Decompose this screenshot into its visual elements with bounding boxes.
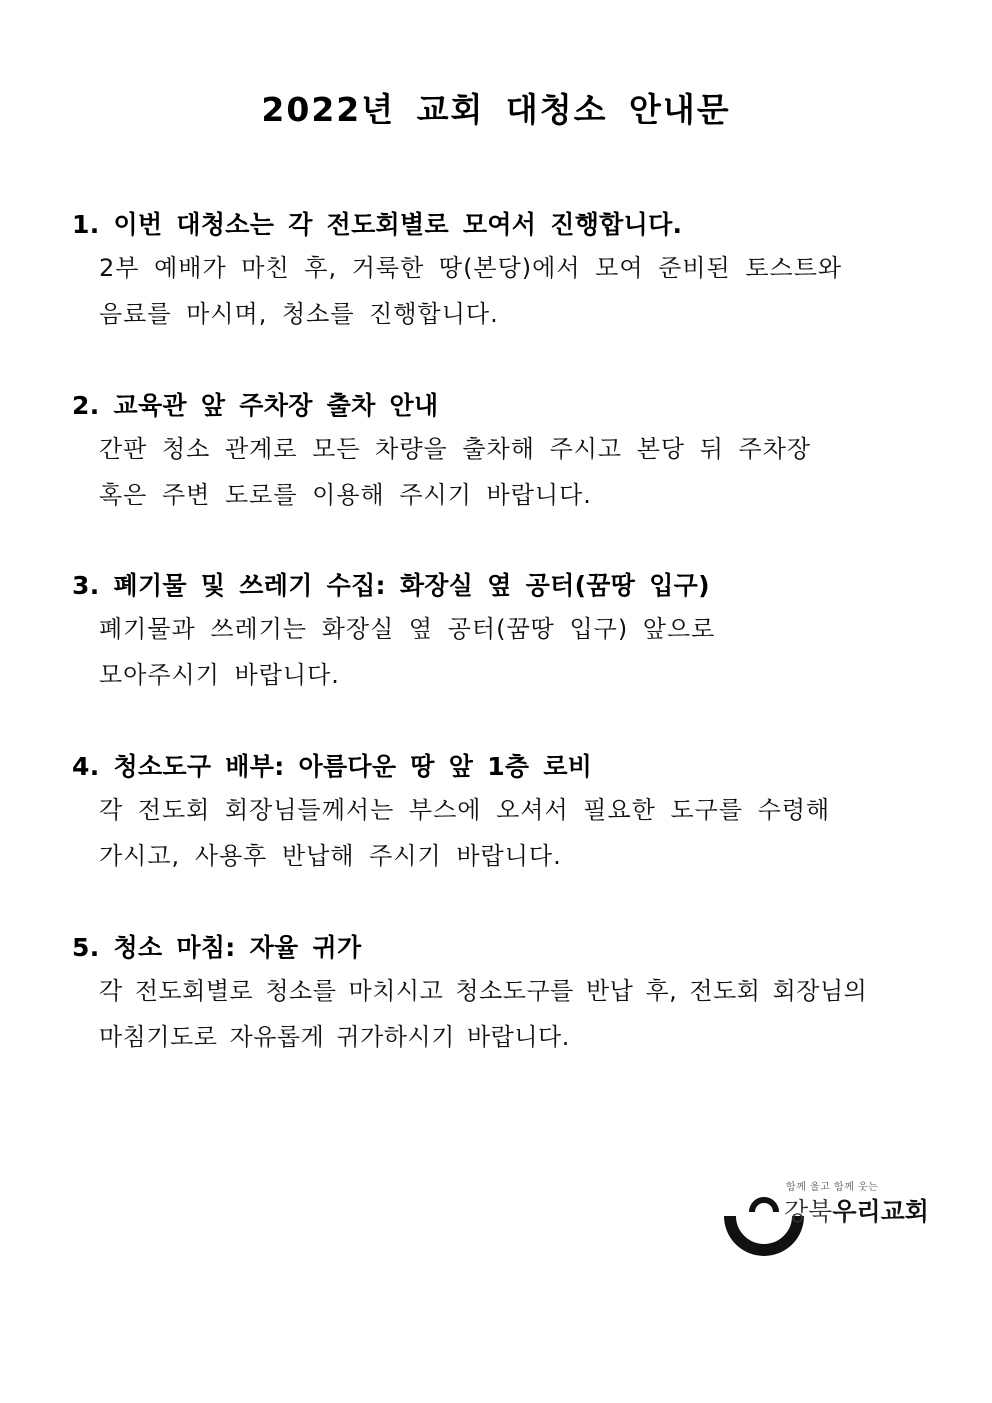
section-body-line: 혹은 주변 도로를 이용해 주시기 바랍니다.: [99, 481, 592, 509]
section-body-line: 간판 청소 관계로 모든 차량을 출차해 주시고 본당 뒤 주차장: [99, 435, 812, 463]
church-logo-name-suffix: 우리교회: [832, 1197, 929, 1226]
section-body: [99, 968, 942, 1060]
section-heading: 1. 이번 대청소는 각 전도회별로 모여서 진행합니다.: [72, 210, 683, 239]
section-4: [72, 747, 942, 879]
section-body: [99, 245, 942, 337]
church-logo-tagline: 함께 울고 함께 웃는: [786, 1182, 879, 1193]
section-2: [72, 386, 942, 518]
section-body: [99, 426, 942, 518]
church-logo: [724, 1178, 934, 1263]
section-heading: 2. 교육관 앞 주차장 출차 안내: [72, 391, 439, 420]
church-logo-name: [784, 1192, 929, 1228]
section-body: [99, 606, 942, 698]
section-body-line: 각 전도회 회장님들께서는 부스에 오셔서 필요한 도구를 수령해: [99, 796, 831, 824]
section-body-line: 2부 예배가 마친 후, 거룩한 땅(본당)에서 모여 준비된 토스트와: [99, 254, 843, 282]
section-5: [72, 928, 942, 1060]
section-body-line: 음료를 마시며, 청소를 진행합니다.: [99, 300, 499, 328]
section-3: [72, 566, 942, 698]
section-1: [72, 205, 942, 337]
section-body-line: 각 전도회별로 청소를 마치시고 청소도구를 반납 후, 전도회 회장님의: [99, 977, 868, 1005]
document-title: 2022년 교회 대청소 안내문: [261, 90, 731, 129]
section-heading: 4. 청소도구 배부: 아름다운 땅 앞 1층 로비: [72, 752, 593, 781]
section-body-line: 모아주시기 바랍니다.: [99, 661, 340, 689]
section-body-line: 폐기물과 쓰레기는 화장실 옆 공터(꿈땅 입구) 앞으로: [99, 615, 716, 643]
section-body-line: 가시고, 사용후 반납해 주시기 바랍니다.: [99, 842, 562, 870]
section-heading: 5. 청소 마침: 자율 귀가: [72, 933, 362, 962]
section-heading: 3. 폐기물 및 쓰레기 수집: 화장실 옆 공터(꿈땅 입구): [72, 571, 710, 600]
church-logo-name-prefix: 강북: [784, 1197, 833, 1226]
section-body: [99, 787, 942, 879]
section-body-line: 마침기도로 자유롭게 귀가하시기 바랍니다.: [99, 1023, 570, 1051]
